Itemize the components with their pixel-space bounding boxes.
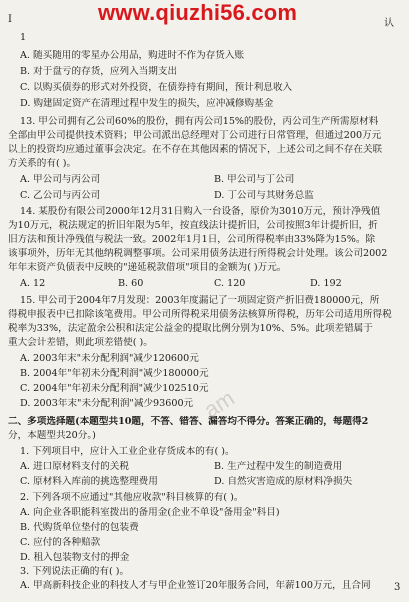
header-corner-left: I <box>8 14 12 25</box>
option-b: B. 代购货单位垫付的包装费 <box>20 522 139 533</box>
mc-question-3: 3. 下列说法正确的有( )。 <box>20 566 130 577</box>
option-a: A. 2003年末"未分配利润"减少120600元 <box>20 353 199 364</box>
option-a: A. 向企业各职能科室拨出的备用金(企业不单设"备用金"科目) <box>20 507 280 518</box>
header-corner-right: 认 <box>384 18 394 29</box>
option-b: B. 60 <box>118 278 144 289</box>
option-b: B. 2004年"年初未分配利润"减少180000元 <box>20 368 209 379</box>
question-15: 15. 甲公司于2004年7月发现：2003年度漏记了一项固定资产折旧费180000元，所 <box>20 295 380 306</box>
option-a: A. 进口原材料支付的关税 <box>20 461 129 472</box>
question-text-line: 方关系的有( )。 <box>8 158 77 169</box>
option-d: D. 自然灾害造成的原材料净损失 <box>214 476 353 487</box>
question-number: 1 <box>20 32 27 43</box>
section-heading-multiple-choice: 二、多项选择题(本题型共10题，不答、错答、漏答均不得分。答案正确的，每题得2 <box>8 416 369 427</box>
option-c: C. 乙公司与丙公司 <box>20 190 101 201</box>
question-text-line: 全部由甲公司提供技术资料；甲公司派出总经理对丁公司进行日常管理，但通过200万元 <box>8 130 382 141</box>
option-a: A. 甲公司与丙公司 <box>20 174 101 185</box>
question-text-line: 以上的投资均应通过董事会决定。在不存在其他因素的情况下，上述公司之间不存在关联 <box>8 144 383 155</box>
question-14: 14. 某股份有限公司2000年12月31日购入一台设备，原价为3010万元，预计净残值 <box>20 206 381 217</box>
option-d: D. 租入包装物支付的押金 <box>20 552 130 563</box>
option-d: D. 购建固定资产在清理过程中发生的损失，应冲减修购基金 <box>20 98 274 109</box>
question-text-line: 得税申报表中已扣除该笔费用。甲公司所得税采用债务法核算所得税，历年公司适用所得税 <box>8 309 392 320</box>
option-d: D. 2003年末"未分配利润"减少93600元 <box>20 398 194 409</box>
option-d: D. 192 <box>310 278 342 289</box>
question-text-line: 旧方法和预计净残值与税法一致。2002年1月1日，公司所得税率由33%降为15%。除 <box>8 234 376 245</box>
question-text-line: 年年末资产负债表中反映的"递延税款借项"项目的金额为( )万元。 <box>8 262 287 273</box>
option-a: A. 甲高新科技企业的科技人才与甲企业签订20年服务合同，年薪100万元，且合同 <box>20 580 371 591</box>
option-c: C. 应付的各种赔款 <box>20 537 101 548</box>
question-text-line: 重大会计差错，则此项差错使( )。 <box>8 337 153 348</box>
question-text-line: 税率为33%，法定盈余公积和法定公益金的提取比例分别为10%、5%。此项差错属于 <box>8 323 373 334</box>
mc-question-2: 2. 下列各项不应通过"其他应收款"科目核算的有( )。 <box>20 492 244 503</box>
option-c: C. 2004年"年初未分配利润"减少102510元 <box>20 383 209 394</box>
option-c: C. 以购买债券的形式对外投资，在债券持有期间，预计利息收入 <box>20 82 293 93</box>
question-text-line: 该事项外，历年无其他纳税调整事项。公司采用债务法进行所得税会计处理。该公司2002 <box>8 248 388 259</box>
option-b: B. 甲公司与丁公司 <box>214 174 295 185</box>
question-text-line: 为10万元，税法规定的折旧年限为5年，按直线法计提折旧，公司按照3年计提折旧，折 <box>8 220 378 231</box>
option-c: C. 原材料入库前的挑选整理费用 <box>20 476 158 487</box>
question-13: 13. 甲公司拥有乙公司60%的股份，拥有丙公司15%的股份，丙公司生产所需原材料 <box>20 116 379 127</box>
option-c: C. 120 <box>214 278 246 289</box>
option-a: A. 12 <box>20 278 46 289</box>
option-a: A. 随买随用的零星办公用品，购进时不作为存货入账 <box>20 50 245 61</box>
option-d: D. 丁公司与其财务总监 <box>214 190 314 201</box>
site-watermark: www.qiuzhi56.com <box>98 0 298 25</box>
option-b: B. 生产过程中发生的制造费用 <box>214 461 343 472</box>
mc-question-1: 1. 下列项目中，应计入工业企业存货成本的有( )。 <box>20 446 235 457</box>
faint-stamp: am <box>199 385 239 423</box>
option-b: B. 对于盘亏的存货，应列入当期支出 <box>20 66 178 77</box>
section-instructions: 分，本题型共20分。) <box>8 430 96 441</box>
page-number: 3 <box>394 582 401 593</box>
